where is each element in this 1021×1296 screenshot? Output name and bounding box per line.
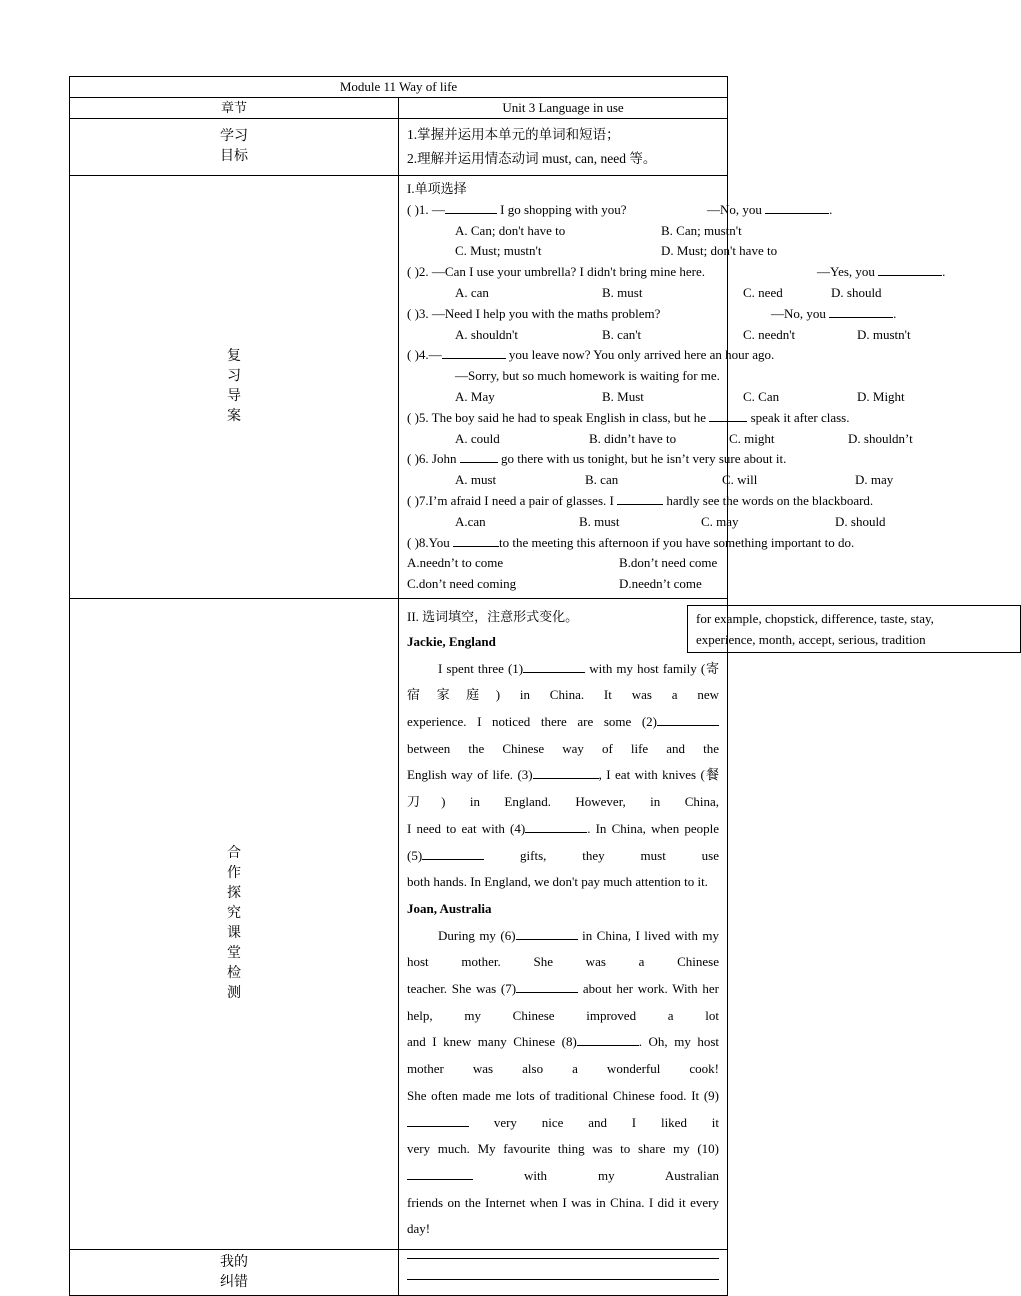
options-row: [407, 387, 905, 408]
options-row: [407, 241, 778, 262]
option: A. could: [455, 430, 500, 446]
passage-line: very much. My favourite thing was to share my (10) with my Australian: [407, 1141, 719, 1183]
option: C. might: [729, 430, 775, 446]
answer-blank[interactable]: [453, 534, 499, 547]
goals-list: [399, 119, 728, 176]
speaker-name: Jackie, England: [407, 633, 496, 649]
passage-line: teacher. She was (7) about her work. With her help, my Chinese improved a lot: [407, 981, 719, 1023]
section-heading: II. 选词填空，注意形式变化。: [407, 608, 579, 624]
option: A. can: [455, 284, 489, 300]
question-4-reply: —Sorry, but so much homework is waiting for me.: [455, 368, 720, 384]
options-row: [407, 512, 886, 533]
goal-item: 1.掌握并运用本单元的单词和短语；: [407, 127, 620, 142]
option: D. should: [831, 284, 882, 300]
answer-blank[interactable]: [516, 980, 578, 993]
passage-line: During my (6) in China, I lived with my host mother. She was a Chinese: [407, 927, 719, 970]
option: A. must: [455, 472, 497, 488]
passage-line: experience. I noticed there are some (2) between the Chinese way of life and the: [407, 714, 719, 756]
answer-blank[interactable]: [657, 713, 719, 726]
option: B. Must: [602, 388, 644, 404]
passage-line: I spent three (1) with my host family (寄宿家庭) in China. It was a new: [407, 660, 719, 703]
options-row: [407, 221, 742, 242]
answer-blank[interactable]: [422, 847, 484, 860]
option: C. Can: [743, 388, 780, 404]
answer-blank[interactable]: [533, 766, 599, 779]
question-1: ( )1. — I go shopping with you? —No, you .: [407, 201, 833, 217]
option: D. Might: [857, 388, 905, 404]
option: D. mustn't: [857, 326, 911, 342]
section-heading: I.单项选择: [407, 181, 467, 196]
module-title: Module 11 Way of life: [70, 77, 728, 98]
option: C. Must; mustn't: [455, 243, 542, 259]
option: C. will: [722, 472, 758, 488]
answer-blank[interactable]: [765, 201, 829, 214]
answer-blank[interactable]: [878, 263, 942, 276]
answer-blank[interactable]: [407, 1114, 469, 1127]
multiple-choice-section: [399, 176, 946, 599]
option: C. need: [743, 284, 783, 300]
word-fill-section: [399, 598, 934, 1249]
option: B. can: [585, 472, 619, 488]
option: D.needn’t come: [619, 576, 702, 592]
option: B. Can; mustn't: [661, 222, 742, 238]
options-row: [407, 325, 911, 346]
answer-blank[interactable]: [577, 1033, 639, 1046]
option: A.can: [455, 513, 486, 529]
practice-label: 合 作 探 究 课 堂 检 测: [70, 598, 399, 1249]
speaker-name: Joan, Australia: [407, 900, 492, 916]
question-5: ( )5. The boy said he had to speak English in class, but he speak it after class.: [407, 409, 850, 425]
question-6: ( )6. John go there with us tonight, but he isn’t very sure about it.: [407, 451, 787, 467]
goals-label: 学习 目标: [70, 119, 399, 176]
option: D. shouldn’t: [848, 430, 913, 446]
option: A. Can; don't have to: [455, 222, 566, 238]
option: C. may: [701, 513, 739, 529]
option: C. needn't: [743, 326, 796, 342]
option: B.don’t need come: [619, 555, 718, 571]
passage-line: friends on the Internet when I was in China. I did it every day!: [407, 1194, 719, 1237]
word-bank-box: for example, chopstick, difference, taste, stay, experience, month, accept, serious, tradition: [687, 605, 1021, 653]
option: B. must: [602, 284, 643, 300]
answer-blank[interactable]: [445, 201, 497, 214]
passage-line: English way of life. (3) , I eat with knives (餐刀) in England. However, in China,: [407, 767, 719, 810]
options-row: [407, 429, 913, 450]
answer-blank[interactable]: [516, 927, 578, 940]
chapter-value: Unit 3 Language in use: [399, 98, 728, 119]
corrections-label: 我的 纠错: [70, 1250, 399, 1296]
options-row: [407, 553, 719, 574]
answer-blank[interactable]: [829, 305, 893, 318]
option: B. must: [579, 513, 620, 529]
answer-blank[interactable]: [617, 492, 663, 505]
option: A. May: [455, 388, 495, 404]
option: A. shouldn't: [455, 326, 519, 342]
chapter-label: 章节: [70, 98, 399, 119]
option: A.needn’t to come: [407, 555, 504, 571]
answer-blank[interactable]: [460, 450, 498, 463]
writing-line[interactable]: [407, 1250, 719, 1259]
question-8: ( )8.You to the meeting this afternoon if you have something important to do.: [407, 534, 855, 550]
answer-blank[interactable]: [523, 660, 585, 673]
review-label: 复 习 导 案: [70, 176, 399, 599]
answer-blank[interactable]: [525, 820, 587, 833]
question-4: ( )4.— you leave now? You only arrived here an hour ago.: [407, 347, 775, 363]
goal-item: 2.理解并运用情态动词 must, can, need 等。: [407, 151, 657, 166]
option: C.don’t need coming: [407, 576, 517, 592]
answer-blank[interactable]: [709, 409, 747, 422]
option: D. may: [855, 472, 894, 488]
options-row: [407, 283, 882, 304]
passage-line: both hands. In England, we don't pay much attention to it.: [407, 874, 708, 890]
question-7: ( )7.I’m afraid I need a pair of glasses. I hardly see the words on the blackboard.: [407, 492, 874, 508]
passage-line: and I knew many Chinese (8) . Oh, my host mother was also a wonderful cook!: [407, 1034, 720, 1077]
question-3: ( )3. —Need I help you with the maths problem? —No, you .: [407, 305, 897, 321]
options-row: [407, 470, 894, 491]
option: D. Must; don't have to: [661, 243, 778, 259]
passage-line: She often made me lots of traditional Chinese food. It (9) very nice and I liked it: [407, 1087, 719, 1130]
option: B. can't: [602, 326, 642, 342]
question-2: ( )2. —Can I use your umbrella? I didn't bring mine here. —Yes, you .: [407, 264, 946, 280]
corrections-area: [399, 1250, 728, 1296]
answer-blank[interactable]: [442, 346, 506, 359]
worksheet-table: [69, 76, 946, 1296]
option: B. didn’t have to: [589, 430, 677, 446]
answer-blank[interactable]: [407, 1167, 473, 1180]
passage-line: I need to eat with (4) . In China, when people (5) gifts, they must use: [407, 820, 719, 863]
options-row: [407, 574, 719, 595]
writing-line[interactable]: [407, 1259, 719, 1280]
option: D. should: [835, 513, 886, 529]
